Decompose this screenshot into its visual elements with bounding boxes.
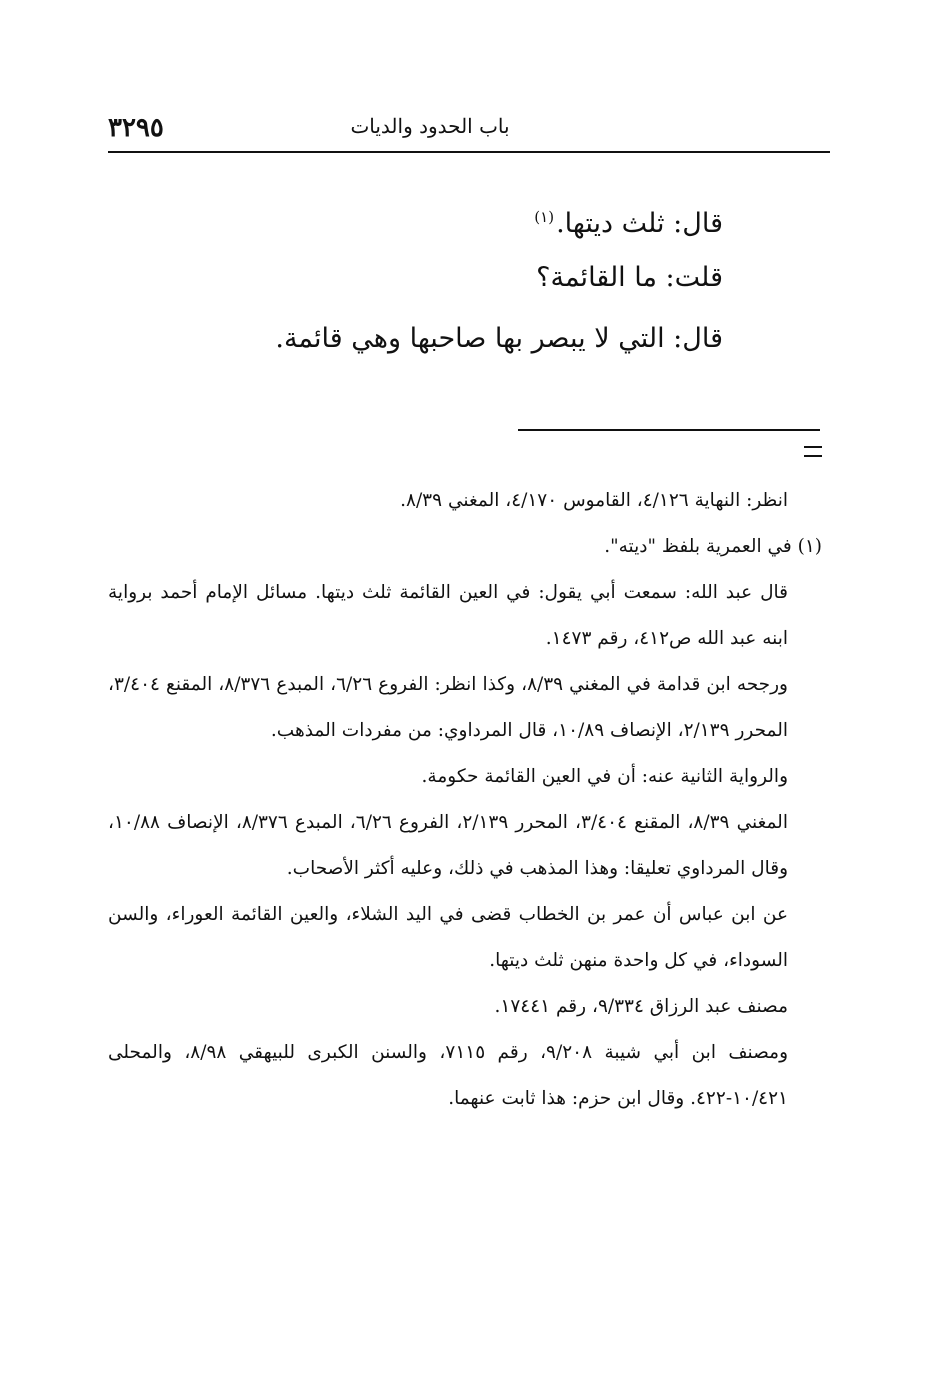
footnote-paragraph: انظر: النهاية ٤/١٢٦، القاموس ٤/١٧٠، المغني ٨/٣٩. <box>400 490 788 511</box>
main-line <box>123 196 723 257</box>
footnote-paragraph: ورجحه ابن قدامة في المغني ٨/٣٩، وكذا انظر: الفروع ٦/٢٦، المبدع ٨/٣٧٦، المقنع ٣/٤٠٤، المحرر ٢/١٣٩، الإنصاف ١٠/٨٩، قال المرداوي: من مفردات المذهب. <box>108 674 788 741</box>
footnote-paragraph: عن ابن عباس أن عمر بن الخطاب قضى في اليد الشلاء، والعين القائمة العوراء، والسن السوداء، في كل واحدة منهن ثلث ديتها. <box>108 904 788 971</box>
continuation-mark <box>804 446 822 460</box>
main-line-text: قال: ثلث ديتها. <box>556 208 723 239</box>
footnote-paragraph: مصنف عبد الرزاق ٩/٣٣٤، رقم ١٧٤٤١. <box>494 996 788 1017</box>
page-number: ٣٢٩٥ <box>108 113 164 143</box>
footnote-paragraph: قال عبد الله: سمعت أبي يقول: في العين القائمة ثلث ديتها. مسائل الإمام أحمد برواية ابنه عبد الله ص٤١٢، رقم ١٤٧٣. <box>108 582 788 649</box>
footnote-marker: (١) <box>534 208 555 226</box>
footnote-paragraph: (١) في العمرية بلفظ "ديته". <box>604 536 822 557</box>
footnote-separator <box>518 429 820 431</box>
main-line: قال: التي لا يبصر بها صاحبها وهي قائمة. <box>275 323 723 354</box>
footnote-paragraph: ومصنف ابن أبي شيبة ٩/٢٠٨، رقم ٧١١٥، والسنن الكبرى للبيهقي ٨/٩٨، والمحلى ١٠/٤٢١-٤٢٢. وقال ابن حزم: هذا ثابت عنهما. <box>108 1042 789 1109</box>
main-text <box>123 196 723 379</box>
footnote-paragraph: والرواية الثانية عنه: أن في العين القائمة حكومة. <box>421 766 788 787</box>
running-title: باب الحدود والديات <box>350 114 510 138</box>
footnotes <box>108 478 822 1122</box>
footnote-paragraph: المغني ٨/٣٩، المقنع ٣/٤٠٤، المحرر ٢/١٣٩، الفروع ٦/٢٦، المبدع ٨/٣٧٦، الإنصاف ١٠/٨٨، وقال المرداوي تعليقا: وهذا المذهب في ذلك، وعليه أكثر الأصحاب. <box>108 812 788 879</box>
header-rule <box>108 151 830 153</box>
main-line: قلت: ما القائمة؟ <box>536 262 723 293</box>
